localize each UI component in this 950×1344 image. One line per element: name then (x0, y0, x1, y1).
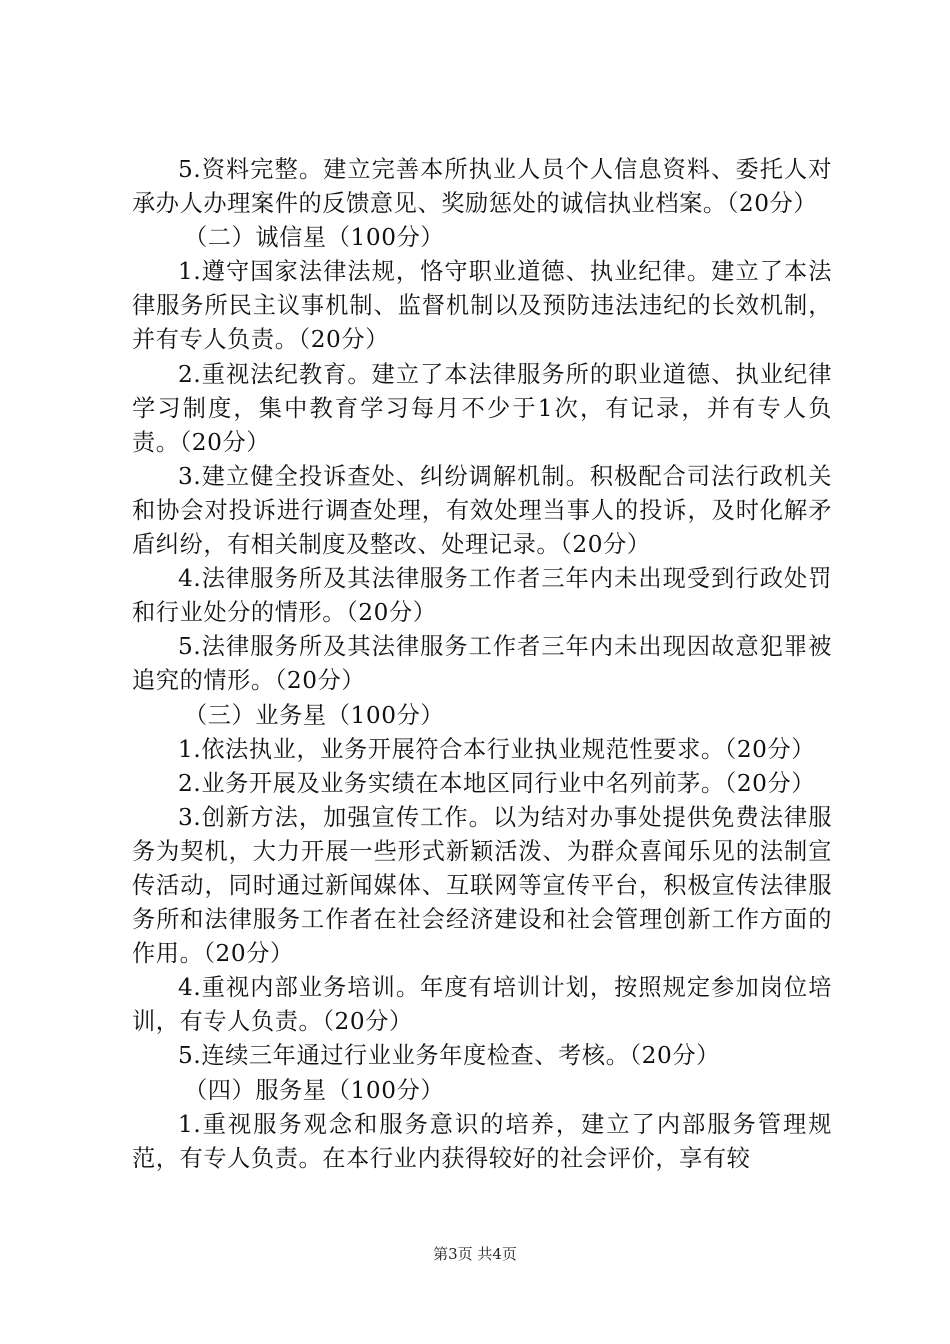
paragraph-integrity-1: 1.遵守国家法律法规，恪守职业道德、执业纪律。建立了本法律服务所民主议事机制、监督机制以及预防违法违纪的长效机制，并有专人负责。（20分） (132, 258, 832, 354)
paragraph-service-1: 1.重视服务观念和服务意识的培养，建立了内部服务管理规范，有专人负责。在本行业内获得较好的社会评价，享有较 (132, 1110, 832, 1172)
paragraph-integrity-5: 5.法律服务所及其法律服务工作者三年内未出现因故意犯罪被追究的情形。（20分） (132, 633, 832, 695)
paragraph-integrity-3: 3.建立健全投诉查处、纠纷调解机制。积极配合司法行政机关和协会对投诉进行调查处理，有效处理当事人的投诉，及时化解矛盾纠纷，有相关制度及整改、处理记录。（20分） (132, 462, 832, 559)
paragraph-business-2: 2.业务开展及业务实绩在本地区同行业中名列前茅。（20分） (178, 769, 816, 797)
paragraph-business-5: 5.连续三年通过行业业务年度检查、考核。（20分） (178, 1042, 720, 1070)
page-number-footer: 第3页 共4页 (433, 1245, 517, 1263)
paragraph-integrity-4: 4.法律服务所及其法律服务工作者三年内未出现受到行政处罚和行业处分的情形。（20分） (132, 565, 832, 627)
paragraph-data-complete: 5.资料完整。建立完善本所执业人员个人信息资料、委托人对承办人办理案件的反馈意见、奖励惩处的诚信执业档案。（20分） (132, 156, 832, 218)
document-body (132, 153, 832, 1176)
paragraph-integrity-2: 2.重视法纪教育。建立了本法律服务所的职业道德、执业纪律学习制度，集中教育学习每月不少于1次，有记录，并有专人负责。（20分） (132, 360, 832, 456)
paragraph-business-1: 1.依法执业，业务开展符合本行业执业规范性要求。（20分） (178, 735, 816, 763)
paragraph-business-3: 3.创新方法，加强宣传工作。以为结对办事处提供免费法律服务为契机，大力开展一些形式新颖活泼、为群众喜闻乐见的法制宣传活动，同时通过新闻媒体、互联网等宣传平台，积极宣传法律服务所和法律服务工作者在社会经济建设和社会管理创新工作方面的作用。（20分） (132, 803, 832, 968)
paragraph-business-4: 4.重视内部业务培训。年度有培训计划，按照规定参加岗位培训，有专人负责。（20分） (132, 974, 832, 1036)
section-heading-business-star: （三）业务星（100分） (184, 701, 445, 729)
section-heading-service-star: （四）服务星（100分） (184, 1076, 445, 1104)
section-heading-integrity-star: （二）诚信星（100分） (184, 224, 445, 252)
